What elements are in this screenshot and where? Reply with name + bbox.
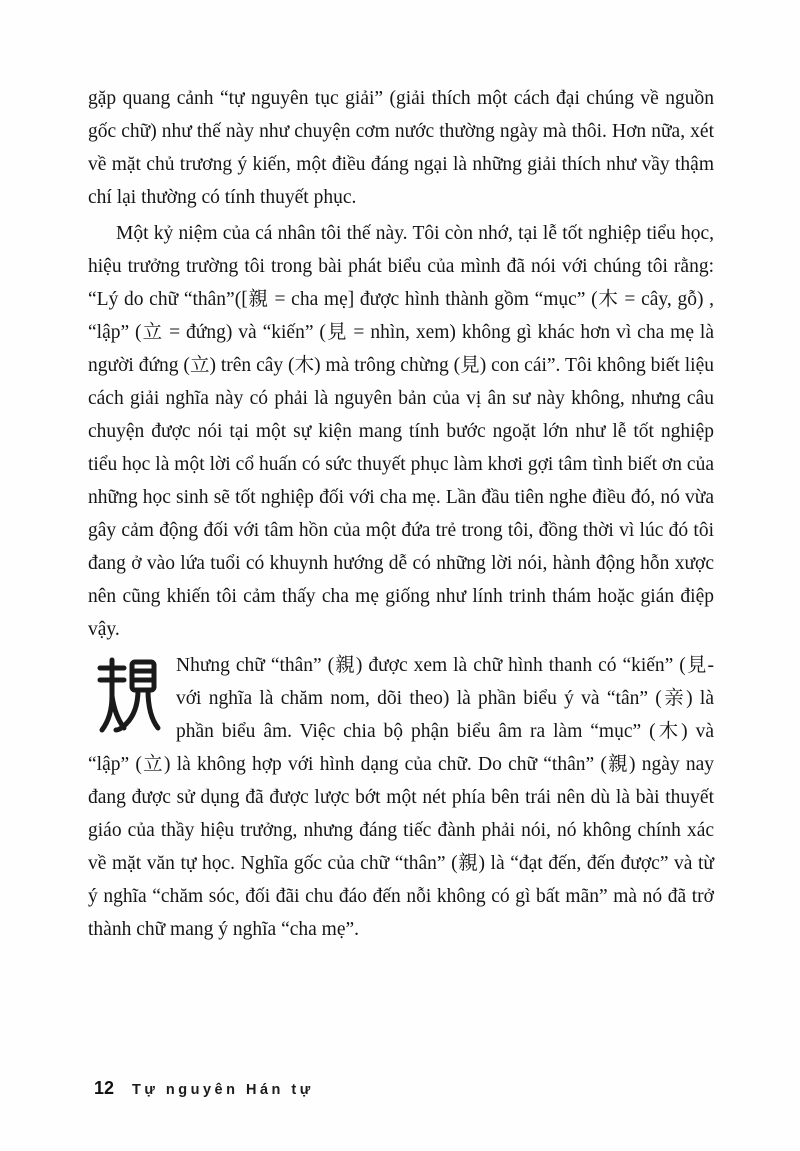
paragraph-anecdote: Một kỷ niệm của cá nhân tôi thế này. Tôi còn nhớ, tại lễ tốt nghiệp tiểu học, hiệu trưởng trường tôi trong bài phát biểu của mình đã nói với chúng tôi rằng: “Lý do chữ “thân”([親 = cha mẹ] được hình thành gồm “mục” (木 = cây, gỗ) , “lập” (立 = đứng) và “kiến” (見 = nhìn, xem) không gì khác hơn vì cha mẹ là người đứng (立) trên cây (木) mà trông chừng (見) con cái”. Tôi không biết liệu cách giải nghĩa này có phải là nguyên bản của vị ân sư này không, nhưng câu chuyện được nói tại một sự kiện mang tính bước ngoặt lớn như lễ tốt nghiệp tiểu học là một lời cổ huấn có sức thuyết phục làm khơi gợi tâm tình biết ơn của những học sinh sẽ tốt nghiệp đối với cha mẹ. Lần đầu tiên nghe điều đó, nó vừa gây cảm động đối với tâm hồn của một đứa trẻ trong tôi, đồng thời vì lúc đó tôi đang ở vào lứa tuổi có khuynh hướng dễ có những lời nói, hành động hỗn xược nên cũng khiến tôi cảm thấy cha mẹ giống như lính trinh thám hoặc gián điệp vậy.: [88, 223, 714, 640]
paragraph-etymology-wrap: [88, 649, 714, 946]
page-number: 12: [94, 1078, 115, 1098]
page-footer: [94, 1078, 314, 1099]
paragraph-etymology-text: Nhưng chữ “thân” (親) được xem là chữ hình thanh có “kiến” (見-với nghĩa là chăm nom, dõi theo) là phần biểu ý và “tân” (亲) là phần biểu âm. Việc chia bộ phận biểu âm ra làm “mục” (木) và “lập” (立) là không hợp với hình dạng của chữ. Do chữ “thân” (親) ngày nay đang được sử dụng đã được lược bớt một nét phía bên trái nên dù là bài thuyết giáo của thầy hiệu trưởng, nhưng đáng tiếc đành phải nói, nó không chính xác về mặt văn tự học. Nghĩa gốc của chữ “thân” (親) là “đạt đến, đến được” và từ ý nghĩa “chăm sóc, đối đãi chu đáo đến nỗi không có gì bất mãn” mà nó đã trở thành chữ mang ý nghĩa “cha mẹ”.: [88, 655, 714, 940]
seal-script-than-glyph: [93, 656, 161, 736]
paragraph-continuation: gặp quang cảnh “tự nguyên tục giải” (giải thích một cách đại chúng về nguồn gốc chữ) như thế này như chuyện cơm nước thường ngày mà thôi. Hơn nữa, xét về mặt chủ trương ý kiến, một điều đáng ngại là những giải thích như vầy thậm chí lại thường có tính thuyết phục.: [88, 88, 714, 208]
running-book-title: Tự nguyên Hán tự: [132, 1082, 314, 1098]
body-text: [88, 82, 714, 949]
